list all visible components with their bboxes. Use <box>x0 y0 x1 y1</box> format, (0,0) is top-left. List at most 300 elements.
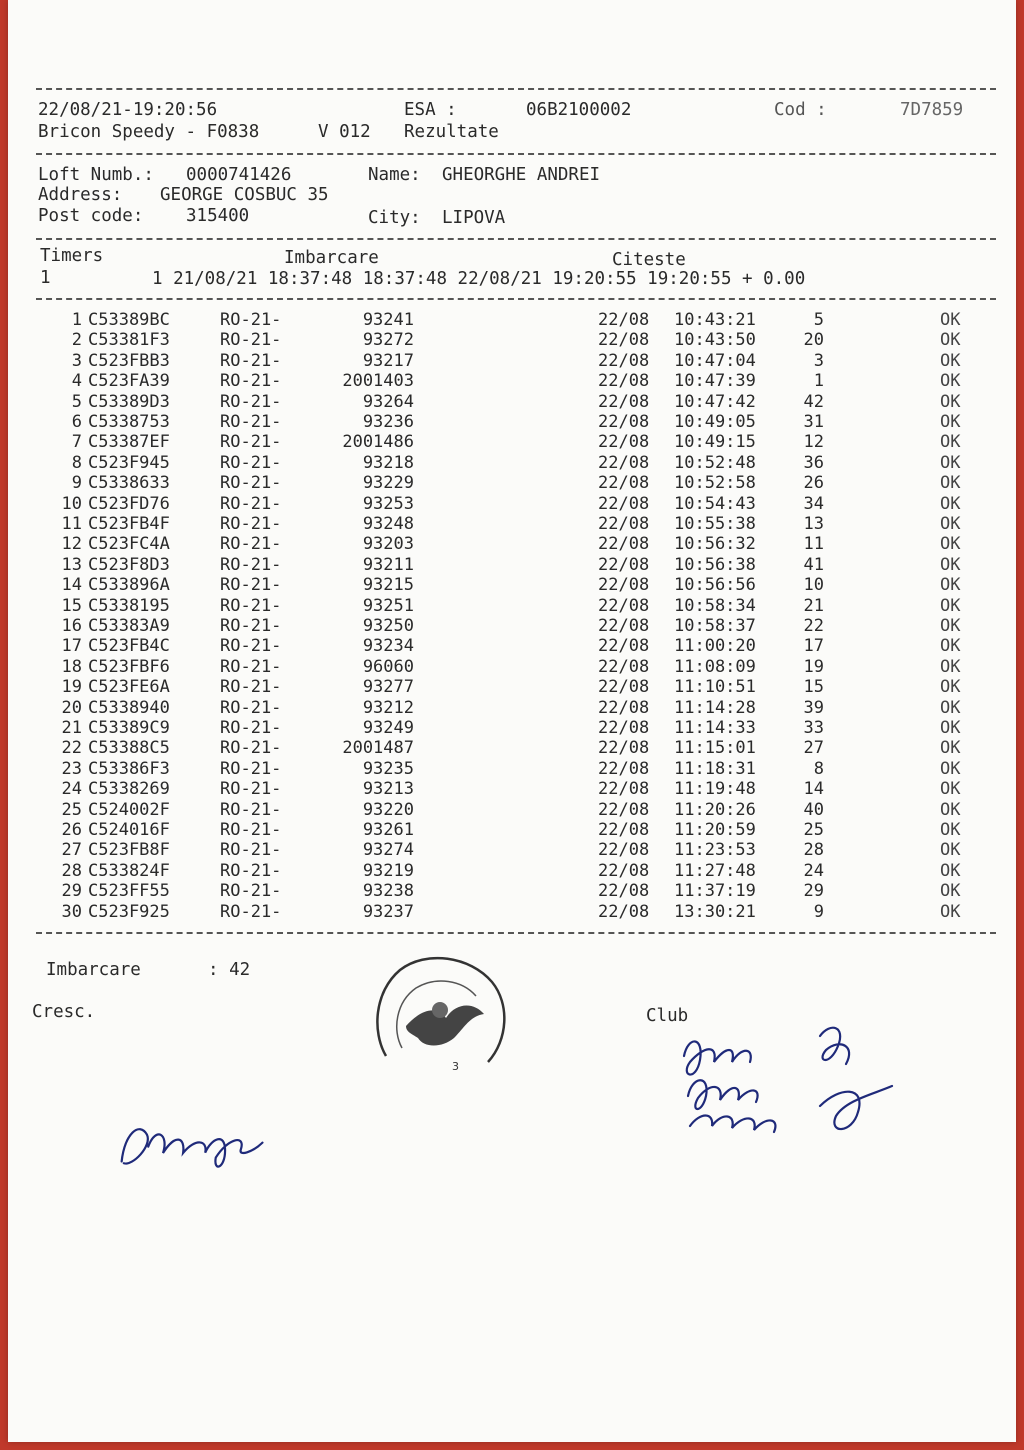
ring-number: 2001403 <box>342 371 414 392</box>
arrival-date: 22/08 <box>598 656 650 677</box>
table-row <box>8 636 1016 656</box>
status-ok: OK <box>940 881 961 902</box>
arrival-date: 22/08 <box>598 514 650 534</box>
ring-code: C5338940 <box>88 697 170 718</box>
ring-number: 93212 <box>362 697 414 718</box>
arrival-position: 10 <box>803 575 824 596</box>
arrival-date: 22/08 <box>598 616 650 636</box>
status-ok: OK <box>940 758 961 779</box>
status-ok: OK <box>940 840 961 861</box>
row-index: 8 <box>71 452 82 473</box>
status-ok: OK <box>940 493 961 514</box>
table-row <box>8 555 1016 575</box>
arrival-time: 11:37:19 <box>674 881 756 902</box>
arrival-time: 11:14:28 <box>674 697 756 718</box>
ring-prefix: RO-21- <box>220 636 282 657</box>
ring-number: 93264 <box>362 391 414 412</box>
row-index: 28 <box>61 860 82 881</box>
ring-code: C53388C5 <box>88 738 170 759</box>
table-row <box>8 698 1016 718</box>
arrival-position: 12 <box>803 432 824 453</box>
divider <box>36 153 996 155</box>
status-ok: OK <box>940 330 961 351</box>
arrival-position: 31 <box>803 412 824 432</box>
arrival-date: 22/08 <box>598 473 650 494</box>
arrival-time: 10:43:50 <box>674 330 756 351</box>
ring-prefix: RO-21- <box>220 493 282 514</box>
ring-code: C523FC4A <box>88 534 170 555</box>
arrival-date: 22/08 <box>598 779 650 800</box>
ring-prefix: RO-21- <box>220 779 282 800</box>
row-index: 6 <box>71 412 82 432</box>
row-index: 20 <box>61 697 82 718</box>
arrival-time: 11:00:20 <box>674 636 756 657</box>
table-row <box>8 800 1016 820</box>
ring-code: C523F8D3 <box>88 554 170 575</box>
arrival-time: 11:20:26 <box>674 799 756 820</box>
ring-prefix: RO-21- <box>220 738 282 759</box>
ring-prefix: RO-21- <box>220 330 282 351</box>
ring-prefix: RO-21- <box>220 554 282 575</box>
arrival-position: 26 <box>803 473 824 494</box>
status-ok: OK <box>940 310 961 330</box>
row-index: 15 <box>61 595 82 616</box>
arrival-date: 22/08 <box>598 554 650 575</box>
status-ok: OK <box>940 391 961 412</box>
arrival-date: 22/08 <box>598 636 650 657</box>
status-ok: OK <box>940 554 961 575</box>
cod-label: Cod : <box>774 100 827 120</box>
arrival-time: 10:58:37 <box>674 616 756 636</box>
ring-prefix: RO-21- <box>220 616 282 636</box>
ring-code: C524016F <box>88 820 170 840</box>
ring-number: 2001486 <box>342 432 414 453</box>
arrival-position: 34 <box>803 493 824 514</box>
ring-prefix: RO-21- <box>220 799 282 820</box>
ring-number: 2001487 <box>342 738 414 759</box>
status-ok: OK <box>940 616 961 636</box>
ring-prefix: RO-21- <box>220 656 282 677</box>
arrival-date: 22/08 <box>598 452 650 473</box>
esa-value: 06B2100002 <box>526 100 632 120</box>
ring-code: C523F945 <box>88 452 170 473</box>
ring-number: 93218 <box>362 452 414 473</box>
ring-prefix: RO-21- <box>220 391 282 412</box>
table-row <box>8 371 1016 391</box>
ring-number: 93211 <box>362 554 414 575</box>
ring-prefix: RO-21- <box>220 412 282 432</box>
esa-label: ESA : <box>404 100 457 120</box>
device-name: Bricon Speedy - F0838 <box>38 122 260 142</box>
arrival-position: 19 <box>803 656 824 677</box>
ring-number: 93215 <box>362 575 414 596</box>
ring-number: 93272 <box>362 330 414 351</box>
status-ok: OK <box>940 718 961 738</box>
row-index: 22 <box>61 738 82 759</box>
arrival-position: 15 <box>803 677 824 698</box>
ring-code: C523FB4C <box>88 636 170 657</box>
row-index: 26 <box>61 820 82 840</box>
arrival-date: 22/08 <box>598 881 650 902</box>
row-index: 18 <box>61 656 82 677</box>
table-row <box>8 881 1016 901</box>
arrival-time: 10:58:34 <box>674 595 756 616</box>
ring-number: 93229 <box>362 473 414 494</box>
row-index: 23 <box>61 758 82 779</box>
arrival-time: 11:18:31 <box>674 758 756 779</box>
ring-code: C53387EF <box>88 432 170 453</box>
loft-number: 0000741426 <box>186 165 292 185</box>
footer-imbarcare-label: Imbarcare <box>46 960 141 980</box>
row-index: 4 <box>71 371 82 392</box>
arrival-time: 13:30:21 <box>674 901 756 922</box>
row-index: 13 <box>61 554 82 575</box>
status-ok: OK <box>940 452 961 473</box>
table-row <box>8 861 1016 881</box>
arrival-position: 39 <box>803 697 824 718</box>
postcode-label: Post code: <box>38 206 144 226</box>
status-ok: OK <box>940 534 961 555</box>
arrival-date: 22/08 <box>598 534 650 555</box>
row-index: 1 <box>71 310 82 330</box>
status-ok: OK <box>940 350 961 371</box>
ring-number: 93237 <box>362 901 414 922</box>
stamp-icon <box>366 952 518 1088</box>
row-index: 9 <box>71 473 82 494</box>
arrival-position: 11 <box>803 534 824 555</box>
arrival-time: 11:19:48 <box>674 779 756 800</box>
arrival-time: 10:52:48 <box>674 452 756 473</box>
ring-number: 93234 <box>362 636 414 657</box>
table-row <box>8 575 1016 595</box>
arrival-position: 22 <box>803 616 824 636</box>
ring-code: C53389BC <box>88 310 170 330</box>
arrival-date: 22/08 <box>598 820 650 840</box>
owner-address: GEORGE COSBUC 35 <box>160 185 329 205</box>
table-row <box>8 759 1016 779</box>
row-index: 7 <box>71 432 82 453</box>
arrival-position: 27 <box>803 738 824 759</box>
status-ok: OK <box>940 677 961 698</box>
cresc-signature <box>99 1006 285 1277</box>
ring-prefix: RO-21- <box>220 534 282 555</box>
arrival-position: 21 <box>803 595 824 616</box>
cod-value: 7D7859 <box>900 100 964 120</box>
table-row <box>8 514 1016 534</box>
ring-prefix: RO-21- <box>220 310 282 330</box>
timer-number: 1 <box>40 268 51 288</box>
arrival-position: 29 <box>803 881 824 902</box>
arrival-time: 10:52:58 <box>674 473 756 494</box>
arrival-time: 11:14:33 <box>674 718 756 738</box>
arrival-date: 22/08 <box>598 697 650 718</box>
table-row <box>8 677 1016 697</box>
arrival-position: 1 <box>813 371 824 392</box>
arrival-date: 22/08 <box>598 412 650 432</box>
arrival-time: 11:08:09 <box>674 656 756 677</box>
ring-code: C5338269 <box>88 779 170 800</box>
table-row <box>8 432 1016 452</box>
arrival-time: 10:55:38 <box>674 514 756 534</box>
arrival-date: 22/08 <box>598 330 650 351</box>
ring-code: C524002F <box>88 799 170 820</box>
timers-imbarcare-label: Imbarcare <box>284 248 379 268</box>
ring-code: C53383A9 <box>88 616 170 636</box>
arrival-date: 22/08 <box>598 310 650 330</box>
ring-code: C523FB4F <box>88 514 170 534</box>
ring-number: 93251 <box>362 595 414 616</box>
table-row <box>8 330 1016 350</box>
arrival-time: 10:56:56 <box>674 575 756 596</box>
row-index: 29 <box>61 881 82 902</box>
ring-number: 93219 <box>362 860 414 881</box>
status-ok: OK <box>940 514 961 534</box>
table-row <box>8 820 1016 840</box>
stamp-number: 3 <box>452 1060 459 1073</box>
ring-prefix: RO-21- <box>220 473 282 494</box>
status-ok: OK <box>940 738 961 759</box>
ring-code: C523FE6A <box>88 677 170 698</box>
row-index: 30 <box>61 901 82 922</box>
status-ok: OK <box>940 595 961 616</box>
ring-number: 93261 <box>362 820 414 840</box>
ring-number: 93248 <box>362 514 414 534</box>
arrival-time: 10:54:43 <box>674 493 756 514</box>
arrival-time: 11:27:48 <box>674 860 756 881</box>
ring-code: C53381F3 <box>88 330 170 351</box>
ring-number: 93274 <box>362 840 414 861</box>
arrival-date: 22/08 <box>598 718 650 738</box>
club-label: Club <box>646 1006 689 1026</box>
ring-prefix: RO-21- <box>220 718 282 738</box>
arrival-date: 22/08 <box>598 371 650 392</box>
footer-imbarcare-count: : 42 <box>208 960 251 980</box>
arrival-time: 10:47:04 <box>674 350 756 371</box>
status-ok: OK <box>940 799 961 820</box>
table-row <box>8 453 1016 473</box>
ring-prefix: RO-21- <box>220 575 282 596</box>
table-row <box>8 310 1016 330</box>
ring-number: 93236 <box>362 412 414 432</box>
arrival-position: 33 <box>803 718 824 738</box>
name-label: Name: <box>368 165 421 185</box>
row-index: 16 <box>61 616 82 636</box>
arrival-date: 22/08 <box>598 493 650 514</box>
ring-prefix: RO-21- <box>220 432 282 453</box>
arrival-position: 14 <box>803 779 824 800</box>
table-row <box>8 494 1016 514</box>
table-row <box>8 473 1016 493</box>
arrival-date: 22/08 <box>598 799 650 820</box>
arrival-date: 22/08 <box>598 350 650 371</box>
ring-code: C523FBF6 <box>88 656 170 677</box>
ring-prefix: RO-21- <box>220 595 282 616</box>
divider <box>36 88 996 90</box>
arrival-date: 22/08 <box>598 575 650 596</box>
divider <box>36 298 996 300</box>
arrival-time: 10:56:38 <box>674 554 756 575</box>
ring-code: C5338195 <box>88 595 170 616</box>
ring-number: 93241 <box>362 310 414 330</box>
arrival-time: 10:56:32 <box>674 534 756 555</box>
ring-number: 93253 <box>362 493 414 514</box>
status-ok: OK <box>940 779 961 800</box>
ring-number: 93249 <box>362 718 414 738</box>
ring-number: 93235 <box>362 758 414 779</box>
timers-citeste-label: Citeste <box>612 250 686 270</box>
ring-code: C523FBB3 <box>88 350 170 371</box>
arrival-time: 10:47:42 <box>674 391 756 412</box>
club-signatures <box>670 1016 900 1146</box>
arrival-date: 22/08 <box>598 432 650 453</box>
ring-prefix: RO-21- <box>220 901 282 922</box>
ring-prefix: RO-21- <box>220 820 282 840</box>
status-ok: OK <box>940 860 961 881</box>
row-index: 27 <box>61 840 82 861</box>
ring-prefix: RO-21- <box>220 881 282 902</box>
arrival-position: 9 <box>813 901 824 922</box>
arrival-time: 10:49:15 <box>674 432 756 453</box>
ring-prefix: RO-21- <box>220 697 282 718</box>
ring-code: C523FF55 <box>88 881 170 902</box>
status-ok: OK <box>940 656 961 677</box>
row-index: 17 <box>61 636 82 657</box>
owner-name: GHEORGHE ANDREI <box>442 165 601 185</box>
ring-code: C533824F <box>88 860 170 881</box>
table-row <box>8 392 1016 412</box>
arrival-time: 11:15:01 <box>674 738 756 759</box>
ring-code: C5338633 <box>88 473 170 494</box>
table-row <box>8 779 1016 799</box>
arrival-date: 22/08 <box>598 758 650 779</box>
row-index: 25 <box>61 799 82 820</box>
timers-title: Timers <box>40 246 104 266</box>
arrival-position: 41 <box>803 554 824 575</box>
ring-prefix: RO-21- <box>220 860 282 881</box>
status-ok: OK <box>940 412 961 432</box>
arrival-date: 22/08 <box>598 677 650 698</box>
row-index: 14 <box>61 575 82 596</box>
arrival-date: 22/08 <box>598 860 650 881</box>
ring-code: C53386F3 <box>88 758 170 779</box>
status-ok: OK <box>940 697 961 718</box>
divider <box>36 238 996 240</box>
receipt-paper <box>8 0 1016 1442</box>
report-title: Rezultate <box>404 122 499 142</box>
table-row <box>8 412 1016 432</box>
arrival-time: 10:43:21 <box>674 310 756 330</box>
status-ok: OK <box>940 636 961 657</box>
postcode-value: 315400 <box>186 206 250 226</box>
row-index: 11 <box>61 514 82 534</box>
divider <box>36 932 996 934</box>
ring-code: C523FD76 <box>88 493 170 514</box>
table-row <box>8 596 1016 616</box>
city-label: City: <box>368 208 421 228</box>
ring-code: C523FA39 <box>88 371 170 392</box>
arrival-position: 42 <box>803 391 824 412</box>
ring-number: 93250 <box>362 616 414 636</box>
cresc-label: Cresc. <box>32 1002 96 1022</box>
ring-prefix: RO-21- <box>220 758 282 779</box>
arrival-time: 10:47:39 <box>674 371 756 392</box>
timer-line: 1 21/08/21 18:37:48 18:37:48 22/08/21 19:20:55 19:20:55 + 0.00 <box>152 269 806 289</box>
city-value: LIPOVA <box>442 208 506 228</box>
ring-code: C53389C9 <box>88 718 170 738</box>
ring-number: 93220 <box>362 799 414 820</box>
table-row <box>8 616 1016 636</box>
ring-code: C53389D3 <box>88 391 170 412</box>
status-ok: OK <box>940 575 961 596</box>
arrival-position: 13 <box>803 514 824 534</box>
table-row <box>8 351 1016 371</box>
ring-prefix: RO-21- <box>220 514 282 534</box>
device-version: V 012 <box>318 122 371 142</box>
arrival-time: 11:23:53 <box>674 840 756 861</box>
arrival-time: 11:20:59 <box>674 820 756 840</box>
arrival-position: 24 <box>803 860 824 881</box>
arrival-position: 25 <box>803 820 824 840</box>
ring-number: 93277 <box>362 677 414 698</box>
arrival-position: 3 <box>813 350 824 371</box>
arrival-time: 11:10:51 <box>674 677 756 698</box>
arrival-position: 28 <box>803 840 824 861</box>
ring-code: C5338753 <box>88 412 170 432</box>
arrival-position: 5 <box>813 310 824 330</box>
ring-number: 96060 <box>362 656 414 677</box>
table-row <box>8 718 1016 738</box>
row-index: 2 <box>71 330 82 351</box>
address-label: Address: <box>38 185 123 205</box>
arrival-date: 22/08 <box>598 840 650 861</box>
ring-code: C523FB8F <box>88 840 170 861</box>
row-index: 5 <box>71 391 82 412</box>
ring-number: 93238 <box>362 881 414 902</box>
arrival-position: 40 <box>803 799 824 820</box>
status-ok: OK <box>940 901 961 922</box>
row-index: 12 <box>61 534 82 555</box>
arrival-time: 10:49:05 <box>674 412 756 432</box>
ring-code: C523F925 <box>88 901 170 922</box>
status-ok: OK <box>940 820 961 840</box>
arrival-date: 22/08 <box>598 595 650 616</box>
table-row <box>8 534 1016 554</box>
status-ok: OK <box>940 371 961 392</box>
ring-prefix: RO-21- <box>220 452 282 473</box>
table-row <box>8 840 1016 860</box>
ring-prefix: RO-21- <box>220 371 282 392</box>
table-row <box>8 738 1016 758</box>
ring-prefix: RO-21- <box>220 350 282 371</box>
status-ok: OK <box>940 473 961 494</box>
ring-number: 93203 <box>362 534 414 555</box>
ring-number: 93213 <box>362 779 414 800</box>
table-row <box>8 657 1016 677</box>
row-index: 3 <box>71 350 82 371</box>
print-datetime: 22/08/21-19:20:56 <box>38 100 218 120</box>
ring-number: 93217 <box>362 350 414 371</box>
arrival-date: 22/08 <box>598 901 650 922</box>
arrival-date: 22/08 <box>598 738 650 759</box>
arrival-position: 36 <box>803 452 824 473</box>
arrival-position: 20 <box>803 330 824 351</box>
row-index: 19 <box>61 677 82 698</box>
ring-prefix: RO-21- <box>220 840 282 861</box>
row-index: 24 <box>61 779 82 800</box>
row-index: 21 <box>61 718 82 738</box>
ring-code: C533896A <box>88 575 170 596</box>
loft-label: Loft Numb.: <box>38 165 154 185</box>
